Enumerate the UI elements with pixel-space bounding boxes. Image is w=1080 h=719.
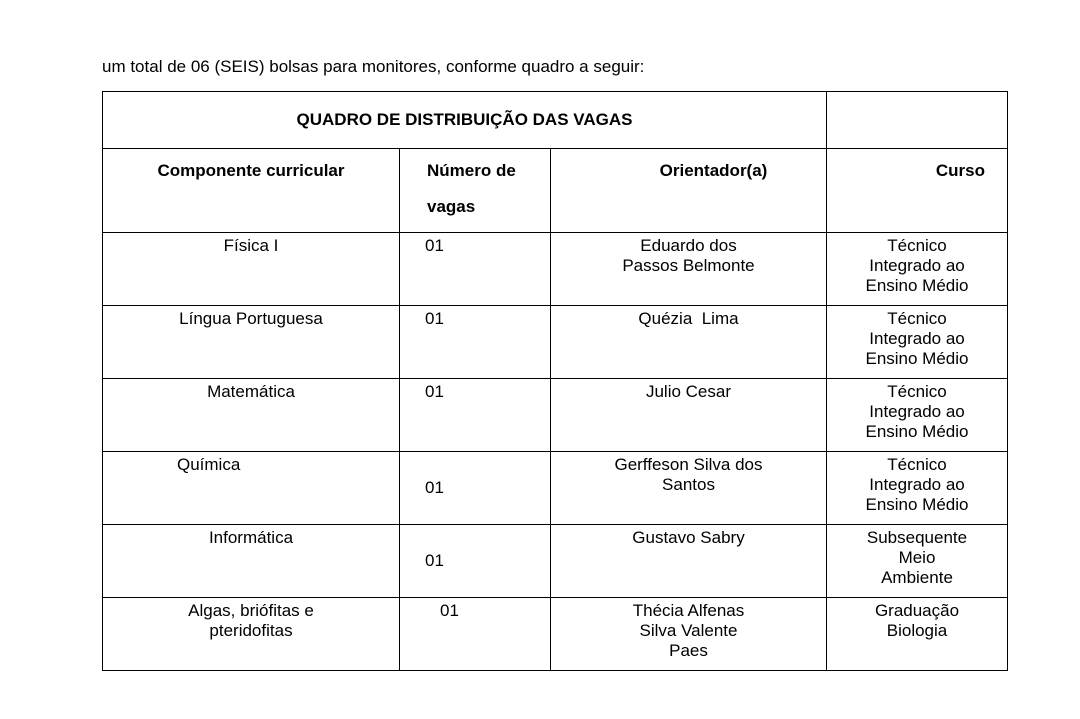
cell-orientador xyxy=(551,452,827,525)
curso-line: Graduação xyxy=(874,601,960,620)
table-row xyxy=(103,306,1008,379)
header-orientador xyxy=(551,149,827,233)
header-componente xyxy=(103,149,400,233)
header-numero-line1: Número de xyxy=(427,161,516,180)
table-row xyxy=(103,379,1008,452)
header-curso-label: Curso xyxy=(935,161,985,180)
curso-line: Meio xyxy=(898,548,936,567)
cell-vagas xyxy=(400,525,551,598)
header-componente-label: Componente curricular xyxy=(157,161,345,180)
header-numero-line2: vagas xyxy=(427,197,476,216)
cell-vagas xyxy=(400,379,551,452)
curso-line: Ensino Médio xyxy=(865,349,969,368)
curso-line: Subsequente xyxy=(866,528,968,547)
vagas-value: 01 xyxy=(425,551,444,570)
header-numero-label xyxy=(400,149,550,225)
cell-curso xyxy=(827,306,1008,379)
cell-curso xyxy=(827,598,1008,671)
table-title-row xyxy=(103,92,1008,149)
header-numero xyxy=(400,149,551,233)
cell-vagas xyxy=(400,233,551,306)
cell-orientador xyxy=(551,525,827,598)
cell-componente xyxy=(103,525,400,598)
table-row xyxy=(103,598,1008,671)
curso-line: Integrado ao xyxy=(869,329,965,348)
table-row xyxy=(103,525,1008,598)
cell-componente xyxy=(103,306,400,379)
cell-orientador xyxy=(551,379,827,452)
table-row xyxy=(103,452,1008,525)
curso-line: Integrado ao xyxy=(869,402,965,421)
cell-orientador xyxy=(551,233,827,306)
orientador-line: Gerffeson Silva dos xyxy=(614,455,763,474)
cell-orientador xyxy=(551,598,827,671)
table-header-row xyxy=(103,149,1008,233)
curso-line: Técnico xyxy=(887,309,947,328)
table-row xyxy=(103,233,1008,306)
intro-paragraph: um total de 06 (SEIS) bolsas para monitores, conforme quadro a seguir: xyxy=(102,57,645,76)
header-curso xyxy=(827,149,1008,233)
cell-componente xyxy=(103,379,400,452)
cell-curso xyxy=(827,379,1008,452)
table-title: QUADRO DE DISTRIBUIÇÃO DAS VAGAS xyxy=(103,92,827,149)
cell-componente xyxy=(103,598,400,671)
cell-curso xyxy=(827,452,1008,525)
cell-componente xyxy=(103,452,400,525)
orientador-line: Santos xyxy=(662,475,715,494)
componente-line: Física I xyxy=(223,236,279,255)
header-orientador-label: Orientador(a) xyxy=(659,161,768,180)
componente-line: Química xyxy=(177,455,241,474)
vagas-value: 01 xyxy=(440,601,459,620)
cell-componente xyxy=(103,233,400,306)
componente-line: Matemática xyxy=(207,382,295,401)
curso-line: Ensino Médio xyxy=(865,276,969,295)
curso-line: Técnico xyxy=(887,382,947,401)
orientador-line: Quézia Lima xyxy=(638,309,739,328)
orientador-line: Eduardo dos xyxy=(640,236,737,255)
orientador-line: Julio Cesar xyxy=(645,382,732,401)
componente-line: pteridofitas xyxy=(209,621,293,640)
curso-line: Integrado ao xyxy=(869,256,965,275)
vagas-value: 01 xyxy=(425,478,444,497)
table-title-empty-cell xyxy=(827,92,1008,149)
orientador-line: Silva Valente xyxy=(639,621,738,640)
orientador-line: Gustavo Sabry xyxy=(632,528,745,547)
cell-vagas xyxy=(400,598,551,671)
componente-line: Algas, briófitas e xyxy=(188,601,314,620)
curso-line: Ensino Médio xyxy=(865,422,969,441)
cell-curso xyxy=(827,233,1008,306)
curso-line: Técnico xyxy=(887,455,947,474)
orientador-line: Paes xyxy=(669,641,708,660)
curso-line: Biologia xyxy=(886,621,948,640)
curso-line: Técnico xyxy=(887,236,947,255)
cell-vagas xyxy=(400,306,551,379)
curso-line: Ambiente xyxy=(881,568,953,587)
curso-line: Ensino Médio xyxy=(865,495,969,514)
vagas-value: 01 xyxy=(425,382,444,401)
vagas-value: 01 xyxy=(425,309,444,328)
cell-curso xyxy=(827,525,1008,598)
orientador-line: Thécia Alfenas xyxy=(632,601,745,620)
vacancy-distribution-table xyxy=(102,91,1008,671)
curso-line: Integrado ao xyxy=(869,475,965,494)
cell-orientador xyxy=(551,306,827,379)
vagas-value: 01 xyxy=(425,236,444,255)
componente-line: Informática xyxy=(208,528,294,547)
cell-vagas xyxy=(400,452,551,525)
componente-line: Língua Portuguesa xyxy=(179,309,323,328)
orientador-line: Passos Belmonte xyxy=(622,256,755,275)
